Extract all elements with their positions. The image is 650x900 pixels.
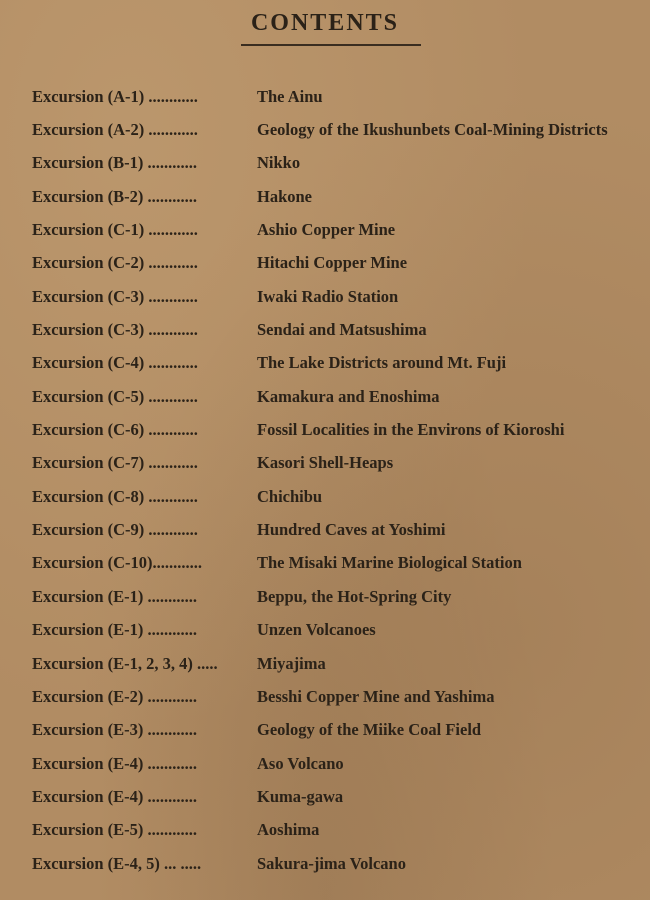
toc-entry [32, 113, 644, 146]
toc-entry-label: Excursion (E-4) ............ [32, 786, 197, 806]
toc-entry-label: Excursion (B-2) ............ [32, 186, 197, 206]
toc-entry-title: Iwaki Radio Station [257, 286, 399, 306]
toc-entry-title: Fossil Localities in the Environs of Kioroshi [257, 420, 565, 440]
toc-entry [32, 614, 644, 647]
toc-entry-label: Excursion (C-4) ............ [32, 353, 198, 373]
toc-entry-label: Excursion (C-3) ............ [32, 320, 198, 340]
toc-entry [32, 480, 644, 513]
toc-entry-title: Kasori Shell-Heaps [257, 453, 394, 473]
toc-entry [32, 647, 644, 680]
toc-entry [32, 580, 644, 613]
title-underline [241, 44, 421, 46]
toc-entry-title: Chichibu [257, 486, 323, 506]
toc-entry-title: Nikko [257, 153, 301, 173]
toc-entry-label: Excursion (E-1, 2, 3, 4) ..... [32, 653, 218, 673]
toc-entry [32, 180, 644, 213]
toc-entry [32, 780, 644, 813]
toc-entry [32, 714, 644, 747]
toc-entry-title: Besshi Copper Mine and Yashima [257, 686, 495, 706]
toc-entry [32, 413, 644, 446]
toc-entry-label: Excursion (C-1) ............ [32, 220, 198, 240]
toc-entry [32, 380, 644, 413]
toc-entry-title: Hundred Caves at Yoshimi [257, 520, 446, 540]
toc-entry-label: Excursion (E-4) ............ [32, 753, 197, 773]
toc-entry-label: Excursion (E-3) ............ [32, 720, 197, 740]
toc-entry-label: Excursion (C-3) ............ [32, 286, 198, 306]
toc-entry-label: Excursion (C-10)............ [32, 553, 203, 573]
page-title: CONTENTS [250, 10, 400, 36]
toc-entry-label: Excursion (E-1) ............ [32, 586, 197, 606]
toc-entry-title: Unzen Volcanoes [257, 620, 376, 640]
toc-entry [32, 680, 644, 713]
toc-entry [32, 747, 644, 780]
toc-entry-label: Excursion (C-5) ............ [32, 386, 198, 406]
toc-entry [32, 80, 644, 113]
toc-entry-title: Miyajima [257, 653, 326, 673]
toc-entry-title: Kamakura and Enoshima [257, 386, 440, 406]
toc-entry-title: Aoshima [257, 820, 320, 840]
toc-entry-title: Geology of the Ikushunbets Coal-Mining Districts [257, 120, 608, 140]
toc-entry-label: Excursion (A-2) ............ [32, 120, 198, 140]
toc-entry-title: Geology of the Miike Coal Field [257, 720, 482, 740]
toc-entry-title: The Ainu [257, 86, 323, 106]
toc-entry-label: Excursion (E-2) ............ [32, 686, 197, 706]
toc-entry-title: Ashio Copper Mine [257, 220, 396, 240]
toc-entry [32, 147, 644, 180]
toc-entry [32, 213, 644, 246]
toc-entry-title: The Lake Districts around Mt. Fuji [257, 353, 507, 373]
toc-entry-title: Hakone [257, 186, 313, 206]
toc-entry-title: Aso Volcano [257, 753, 344, 773]
toc-entry [32, 247, 644, 280]
toc-entry [32, 547, 644, 580]
toc-entry-label: Excursion (E-1) ............ [32, 620, 197, 640]
toc-entry-label: Excursion (E-4, 5) ... ..... [32, 853, 202, 873]
toc-entry-title: Sendai and Matsushima [257, 320, 427, 340]
toc-entry-label: Excursion (C-8) ............ [32, 486, 198, 506]
toc-entry-label: Excursion (A-1) ............ [32, 86, 198, 106]
toc-entry-label: Excursion (C-7) ............ [32, 453, 198, 473]
table-of-contents [32, 80, 644, 880]
toc-entry-label: Excursion (C-9) ............ [32, 520, 198, 540]
toc-entry [32, 280, 644, 313]
toc-entry-label: Excursion (E-5) ............ [32, 820, 197, 840]
toc-entry-title: Hitachi Copper Mine [257, 253, 408, 273]
toc-entry [32, 814, 644, 847]
toc-entry-title: Sakura-jima Volcano [257, 853, 406, 873]
toc-entry [32, 513, 644, 546]
toc-entry [32, 847, 644, 880]
toc-entry [32, 313, 644, 346]
toc-entry [32, 447, 644, 480]
toc-entry-title: Kuma-gawa [257, 786, 344, 806]
toc-entry-label: Excursion (C-2) ............ [32, 253, 198, 273]
toc-entry-title: Beppu, the Hot-Spring City [257, 586, 452, 606]
toc-entry [32, 347, 644, 380]
toc-entry-label: Excursion (C-6) ............ [32, 420, 198, 440]
toc-entry-label: Excursion (B-1) ............ [32, 153, 197, 173]
toc-entry-title: The Misaki Marine Biological Station [257, 553, 522, 573]
